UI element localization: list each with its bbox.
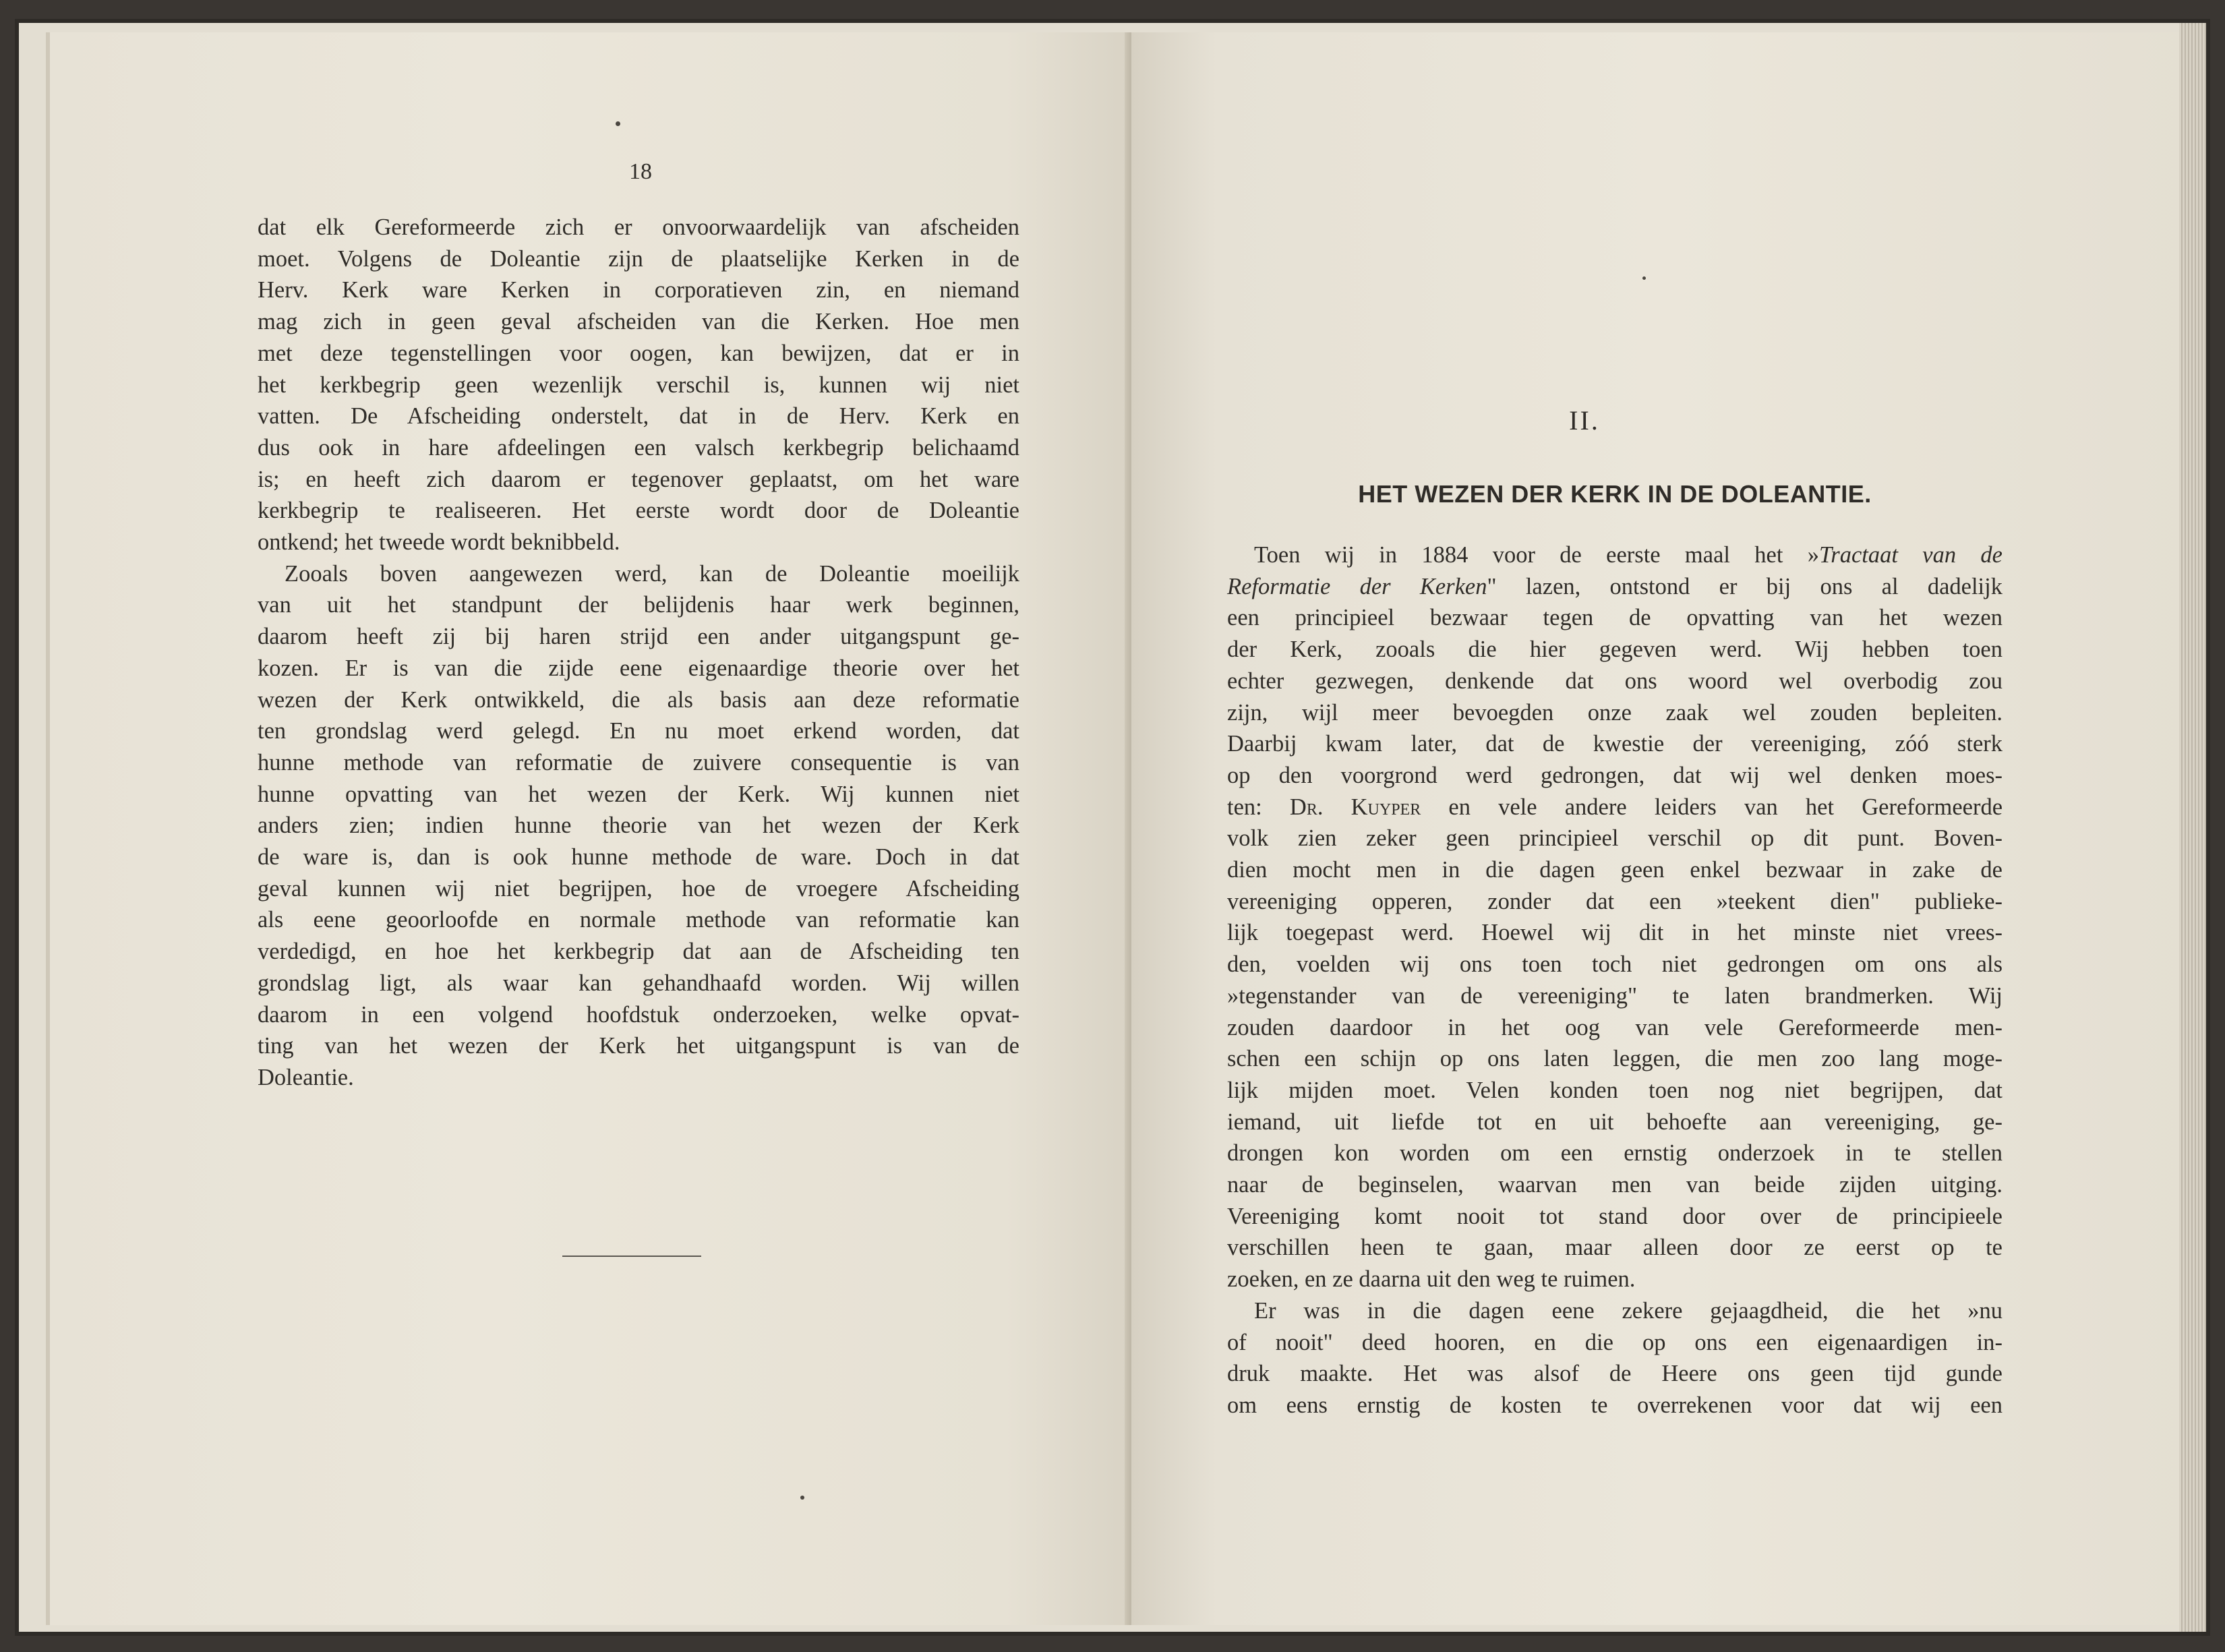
text-line: dien mocht men in die dagen geen enkel bezwaar in zake de — [1227, 857, 2002, 883]
text-line: ting van het wezen der Kerk het uitgangspunt is van de — [258, 1033, 1019, 1059]
text-line: Er was in die dagen eene zekere gejaagdheid, die het »nu — [1254, 1297, 2002, 1324]
text-line — [1227, 539, 2002, 571]
text-line: Zooals boven aangewezen werd, kan de Doleantie moeilijk — [285, 560, 1019, 587]
text-line: zouden daardoor in het oog van vele Gereformeerde men- — [1227, 1014, 2002, 1040]
left-page-text — [258, 212, 1019, 1094]
text-line: verdedigd, en hoe het kerkbegrip dat aan de Afscheiding ten — [258, 939, 1019, 965]
text-run: " lazen, ontstond er bij ons al dadelijk — [1487, 573, 2002, 599]
text-line: daarom in een volgend hoofdstuk onderzoeken, welke opvat- — [258, 1001, 1019, 1028]
text-line: het kerkbegrip geen wezenlijk verschil is, kunnen wij niet — [258, 372, 1019, 398]
text-line: lijk toegepast werd. Hoewel wij dit in het minste niet vrees- — [1227, 920, 2002, 946]
text-line: vatten. De Afscheiding onderstelt, dat in de Herv. Kerk en — [258, 403, 1019, 430]
text-line: kerkbegrip te realiseeren. Het eerste wordt door de Doleantie — [258, 498, 1019, 524]
ink-speck — [616, 121, 620, 126]
text-line: geval kunnen wij niet begrijpen, hoe de vroegere Afscheiding — [258, 875, 1019, 902]
text-line: kozen. Er is van die zijde eene eigenaardige theorie over het — [258, 655, 1019, 681]
text-line: lijk mijden moet. Velen konden toen nog niet begrijpen, dat — [1227, 1077, 2002, 1103]
text-line: om eens ernstig de kosten te overrekenen voor dat wij een — [1227, 1392, 2002, 1418]
text-line: iemand, uit liefde tot en uit behoefte aan vereeniging, ge- — [1227, 1109, 2002, 1135]
ink-speck — [800, 1496, 804, 1500]
ink-speck — [1642, 276, 1646, 280]
book-title-italic: Tractaat van de — [1819, 542, 2002, 568]
text-line: de ware is, dan is ook hunne methode de ware. Doch in dat — [258, 844, 1019, 871]
text-line: den, voelden wij ons toen toch niet gedrongen om ons als — [1227, 951, 2002, 978]
text-line: dat elk Gereformeerde zich er onvoorwaardelijk van afscheiden — [258, 214, 1019, 240]
text-line: Doleantie. — [258, 1064, 354, 1090]
text-line: moet. Volgens de Doleantie zijn de plaatselijke Kerken in de — [258, 245, 1019, 272]
text-line: wezen der Kerk ontwikkeld, die als basis aan deze reformatie — [258, 686, 1019, 713]
section-end-rule — [562, 1256, 701, 1257]
text-line: druk maakte. Het was alsof de Heere ons geen tijd gunde — [1227, 1361, 2002, 1387]
text-line: ontkend; het tweede wordt beknibbeld. — [258, 529, 620, 556]
text-line: als eene geoorloofde en normale methode van reformatie kan — [258, 907, 1019, 933]
text-line: ten grondslag werd gelegd. En nu moet erkend worden, dat — [258, 718, 1019, 744]
chapter-title: HET WEZEN DER KERK IN DE DOLEANTIE. — [1358, 480, 1872, 508]
text-line: Daarbij kwam later, dat de kwestie der vereeniging, zóó sterk — [1227, 731, 2002, 757]
text-line: anders zien; indien hunne theorie van het wezen der Kerk — [258, 813, 1019, 839]
text-line: is; en heeft zich daarom er tegenover geplaatst, om het ware — [258, 466, 1019, 492]
page-number: 18 — [629, 159, 652, 184]
text-line: Vereeniging komt nooit tot stand door over de principieele — [1227, 1203, 2002, 1229]
text-run: Toen wij in 1884 voor de eerste maal het » — [1254, 542, 1820, 568]
text-line: grondslag ligt, als waar kan gehandhaafd worden. Wij willen — [258, 970, 1019, 996]
text-line: hunne opvatting van het wezen der Kerk. Wij kunnen niet — [258, 781, 1019, 807]
text-line: schen een schijn op ons laten leggen, die men zoo lang moge- — [1227, 1046, 2002, 1072]
text-line: verschillen heen te gaan, maar alleen door ze eerst op te — [1227, 1235, 2002, 1261]
right-page-text — [1227, 539, 2002, 1421]
page-edges — [2179, 23, 2206, 1632]
text-run: en vele andere leiders van het Gereformeerde — [1421, 794, 2003, 820]
text-line — [1227, 792, 2002, 823]
text-line: hunne methode van reformatie de zuivere consequentie is van — [258, 749, 1019, 775]
text-line — [1227, 571, 2002, 603]
text-line: naar de beginselen, waarvan men van beide zijden uitging. — [1227, 1172, 2002, 1198]
text-line: der Kerk, zooals die hier gegeven werd. Wij hebben toen — [1227, 637, 2002, 663]
text-line: vereeniging opperen, zonder dat een »teekent dien" publieke- — [1227, 888, 2002, 914]
author-name-smallcaps: Dr. Kuyper — [1289, 794, 1421, 820]
book-title-italic: Reformatie der Kerken — [1227, 573, 1487, 599]
text-line: dus ook in hare afdeelingen een valsch kerkbegrip belichaamd — [258, 434, 1019, 461]
text-line: daarom heeft zij bij haren strijd een ander uitgangspunt ge- — [258, 624, 1019, 650]
text-line: een principieel bezwaar tegen de opvatting van het wezen — [1227, 605, 2002, 631]
text-line: met deze tegenstellingen voor oogen, kan bewijzen, dat er in — [258, 340, 1019, 366]
text-run: ten: — [1227, 794, 1290, 820]
text-line: mag zich in geen geval afscheiden van die Kerken. Hoe men — [258, 309, 1019, 335]
text-line: of nooit" deed hooren, en die op ons een eigenaardigen in- — [1227, 1329, 2002, 1355]
chapter-number: II. — [1569, 405, 1600, 436]
text-line: op den voorgrond werd gedrongen, dat wij wel denken moes- — [1227, 762, 2002, 788]
text-line: Herv. Kerk ware Kerken in corporatieven zin, en niemand — [258, 277, 1019, 303]
text-line: »tegenstander van de vereeniging" te laten brandmerken. Wij — [1227, 982, 2002, 1009]
text-line: zijn, wijl meer bevoegden onze zaak wel zouden bepleiten. — [1227, 699, 2002, 726]
text-line: volk zien zeker geen principieel verschil op dit punt. Boven- — [1227, 825, 2002, 852]
text-line: zoeken, en ze daarna uit den weg te ruimen. — [1227, 1266, 1636, 1293]
text-line: echter gezwegen, denkende dat ons woord wel overbodig zou — [1227, 668, 2002, 694]
text-line: van uit het standpunt der belijdenis haar werk beginnen, — [258, 592, 1019, 618]
text-line: drongen kon worden om een ernstig onderzoek in te stellen — [1227, 1140, 2002, 1167]
